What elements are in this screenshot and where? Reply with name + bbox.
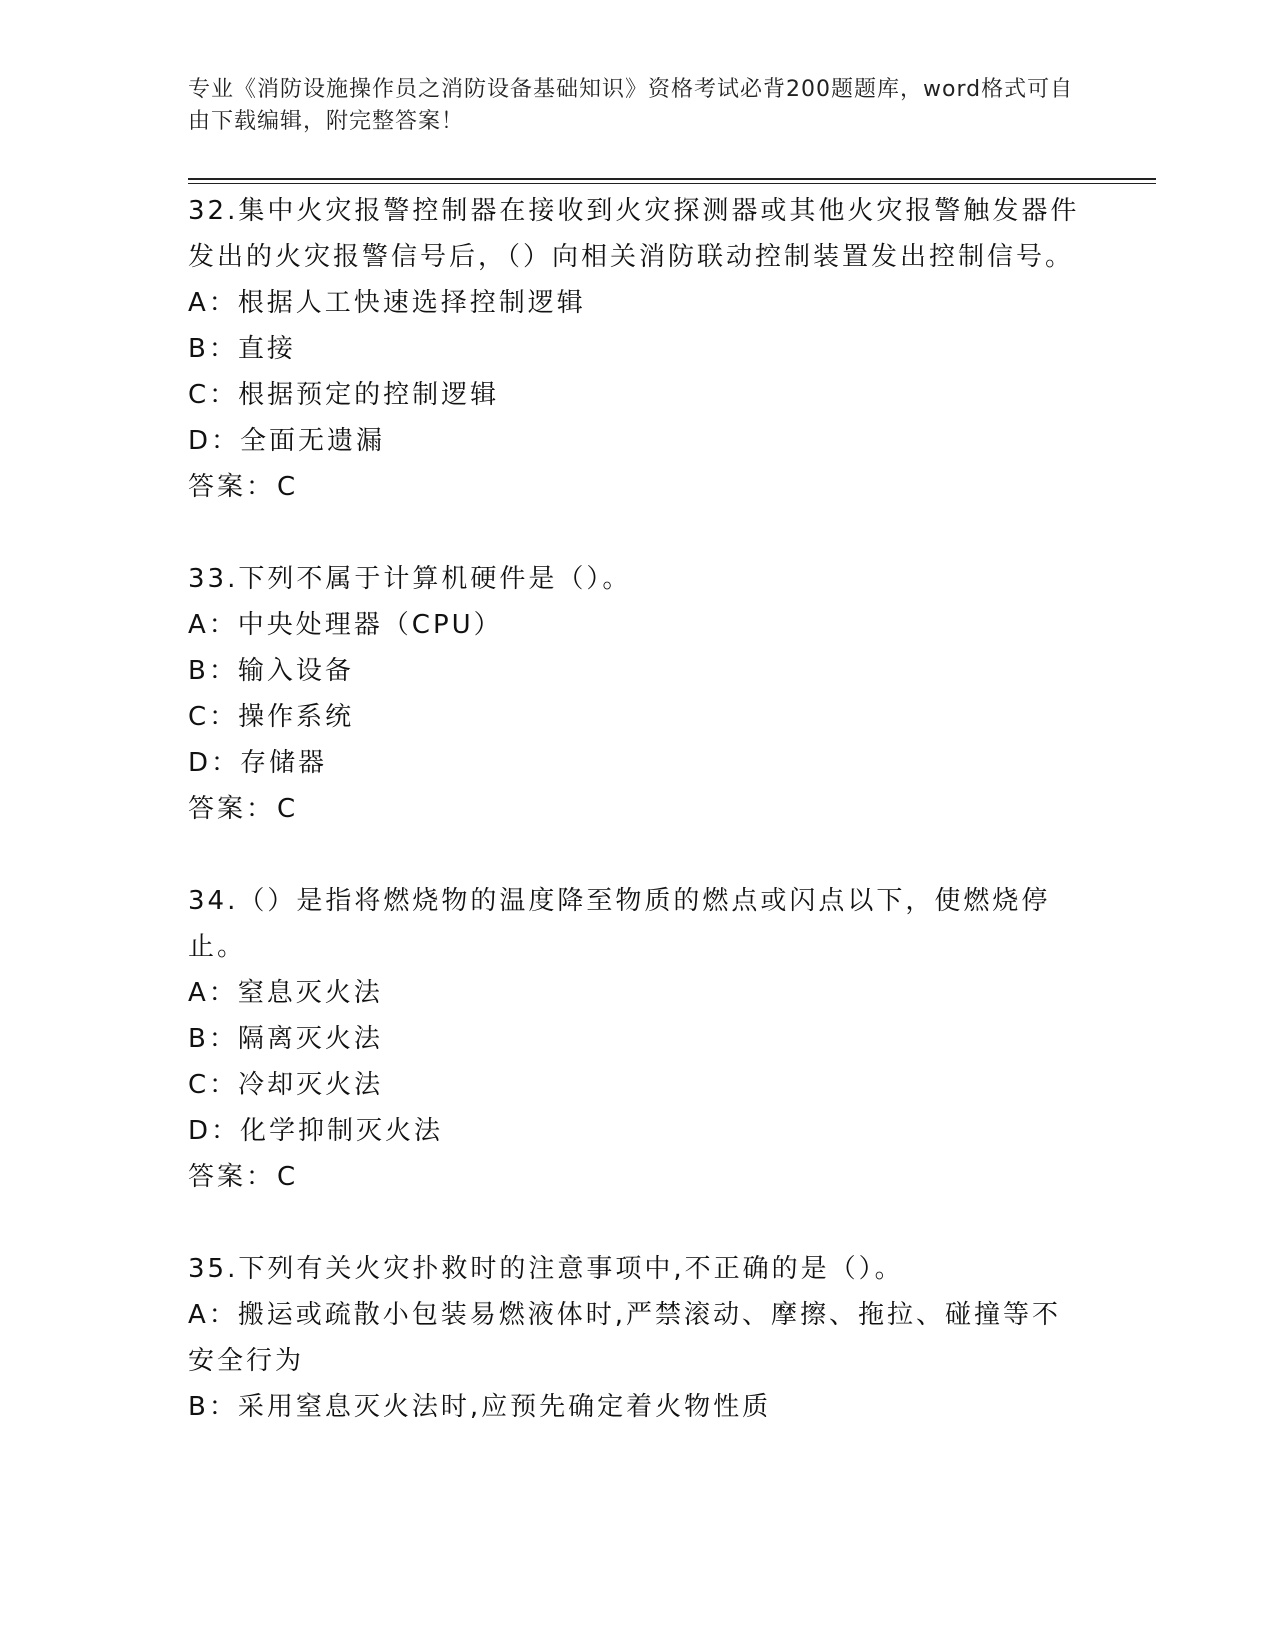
header-divider-bottom: [188, 183, 1156, 184]
option-b: B：采用窒息灭火法时,应预先确定着火物性质: [188, 1392, 772, 1422]
option-b: B：隔离灭火法: [188, 1024, 383, 1054]
answer-line: [188, 786, 1088, 832]
question-35: [188, 1246, 1088, 1430]
answer-line: [188, 1154, 1088, 1200]
option-a: A：窒息灭火法: [188, 978, 383, 1008]
spacer: [188, 510, 1088, 556]
answer-value: C: [277, 472, 299, 502]
option-c: C：冷却灭火法: [188, 1070, 384, 1100]
header-divider-top: [188, 178, 1156, 180]
spacer: [188, 832, 1088, 878]
option-c: C：操作系统: [188, 702, 355, 732]
question-34: [188, 878, 1088, 1200]
option-d: D：全面无遗漏: [188, 426, 386, 456]
document-header: 专业《消防设施操作员之消防设备基础知识》资格考试必背200题题库，word格式可自由下载编辑，附完整答案！: [188, 77, 1074, 134]
question-text: 34.（）是指将燃烧物的温度降至物质的燃点或闪点以下，使燃烧停止。: [188, 886, 1051, 962]
spacer: [188, 1200, 1088, 1246]
question-32: [188, 188, 1088, 510]
question-33: [188, 556, 1088, 832]
answer-label: 答案：: [188, 794, 276, 824]
answer-label: 答案：: [188, 1162, 276, 1192]
answer-value: C: [277, 1162, 299, 1192]
option-d: D：存储器: [188, 748, 328, 778]
option-a: A：搬运或疏散小包装易燃液体时,严禁滚动、摩擦、拖拉、碰撞等不安全行为: [188, 1300, 1062, 1376]
option-b: B：直接: [188, 334, 296, 364]
question-text: 35.下列有关火灾扑救时的注意事项中,不正确的是（）。: [188, 1254, 904, 1284]
answer-value: C: [277, 794, 299, 824]
question-text: 32.集中火灾报警控制器在接收到火灾探测器或其他火灾报警触发器件发出的火灾报警信号后，（）向相关消防联动控制装置发出控制信号。: [188, 196, 1080, 272]
option-c: C：根据预定的控制逻辑: [188, 380, 500, 410]
question-list: [188, 188, 1088, 1430]
answer-label: 答案：: [188, 472, 276, 502]
answer-line: [188, 464, 1088, 510]
option-a: A：中央处理器（CPU）: [188, 610, 503, 640]
option-d: D：化学抑制灭火法: [188, 1116, 444, 1146]
option-a: A：根据人工快速选择控制逻辑: [188, 288, 586, 318]
option-b: B：输入设备: [188, 656, 354, 686]
question-text: 33.下列不属于计算机硬件是（）。: [188, 564, 632, 594]
